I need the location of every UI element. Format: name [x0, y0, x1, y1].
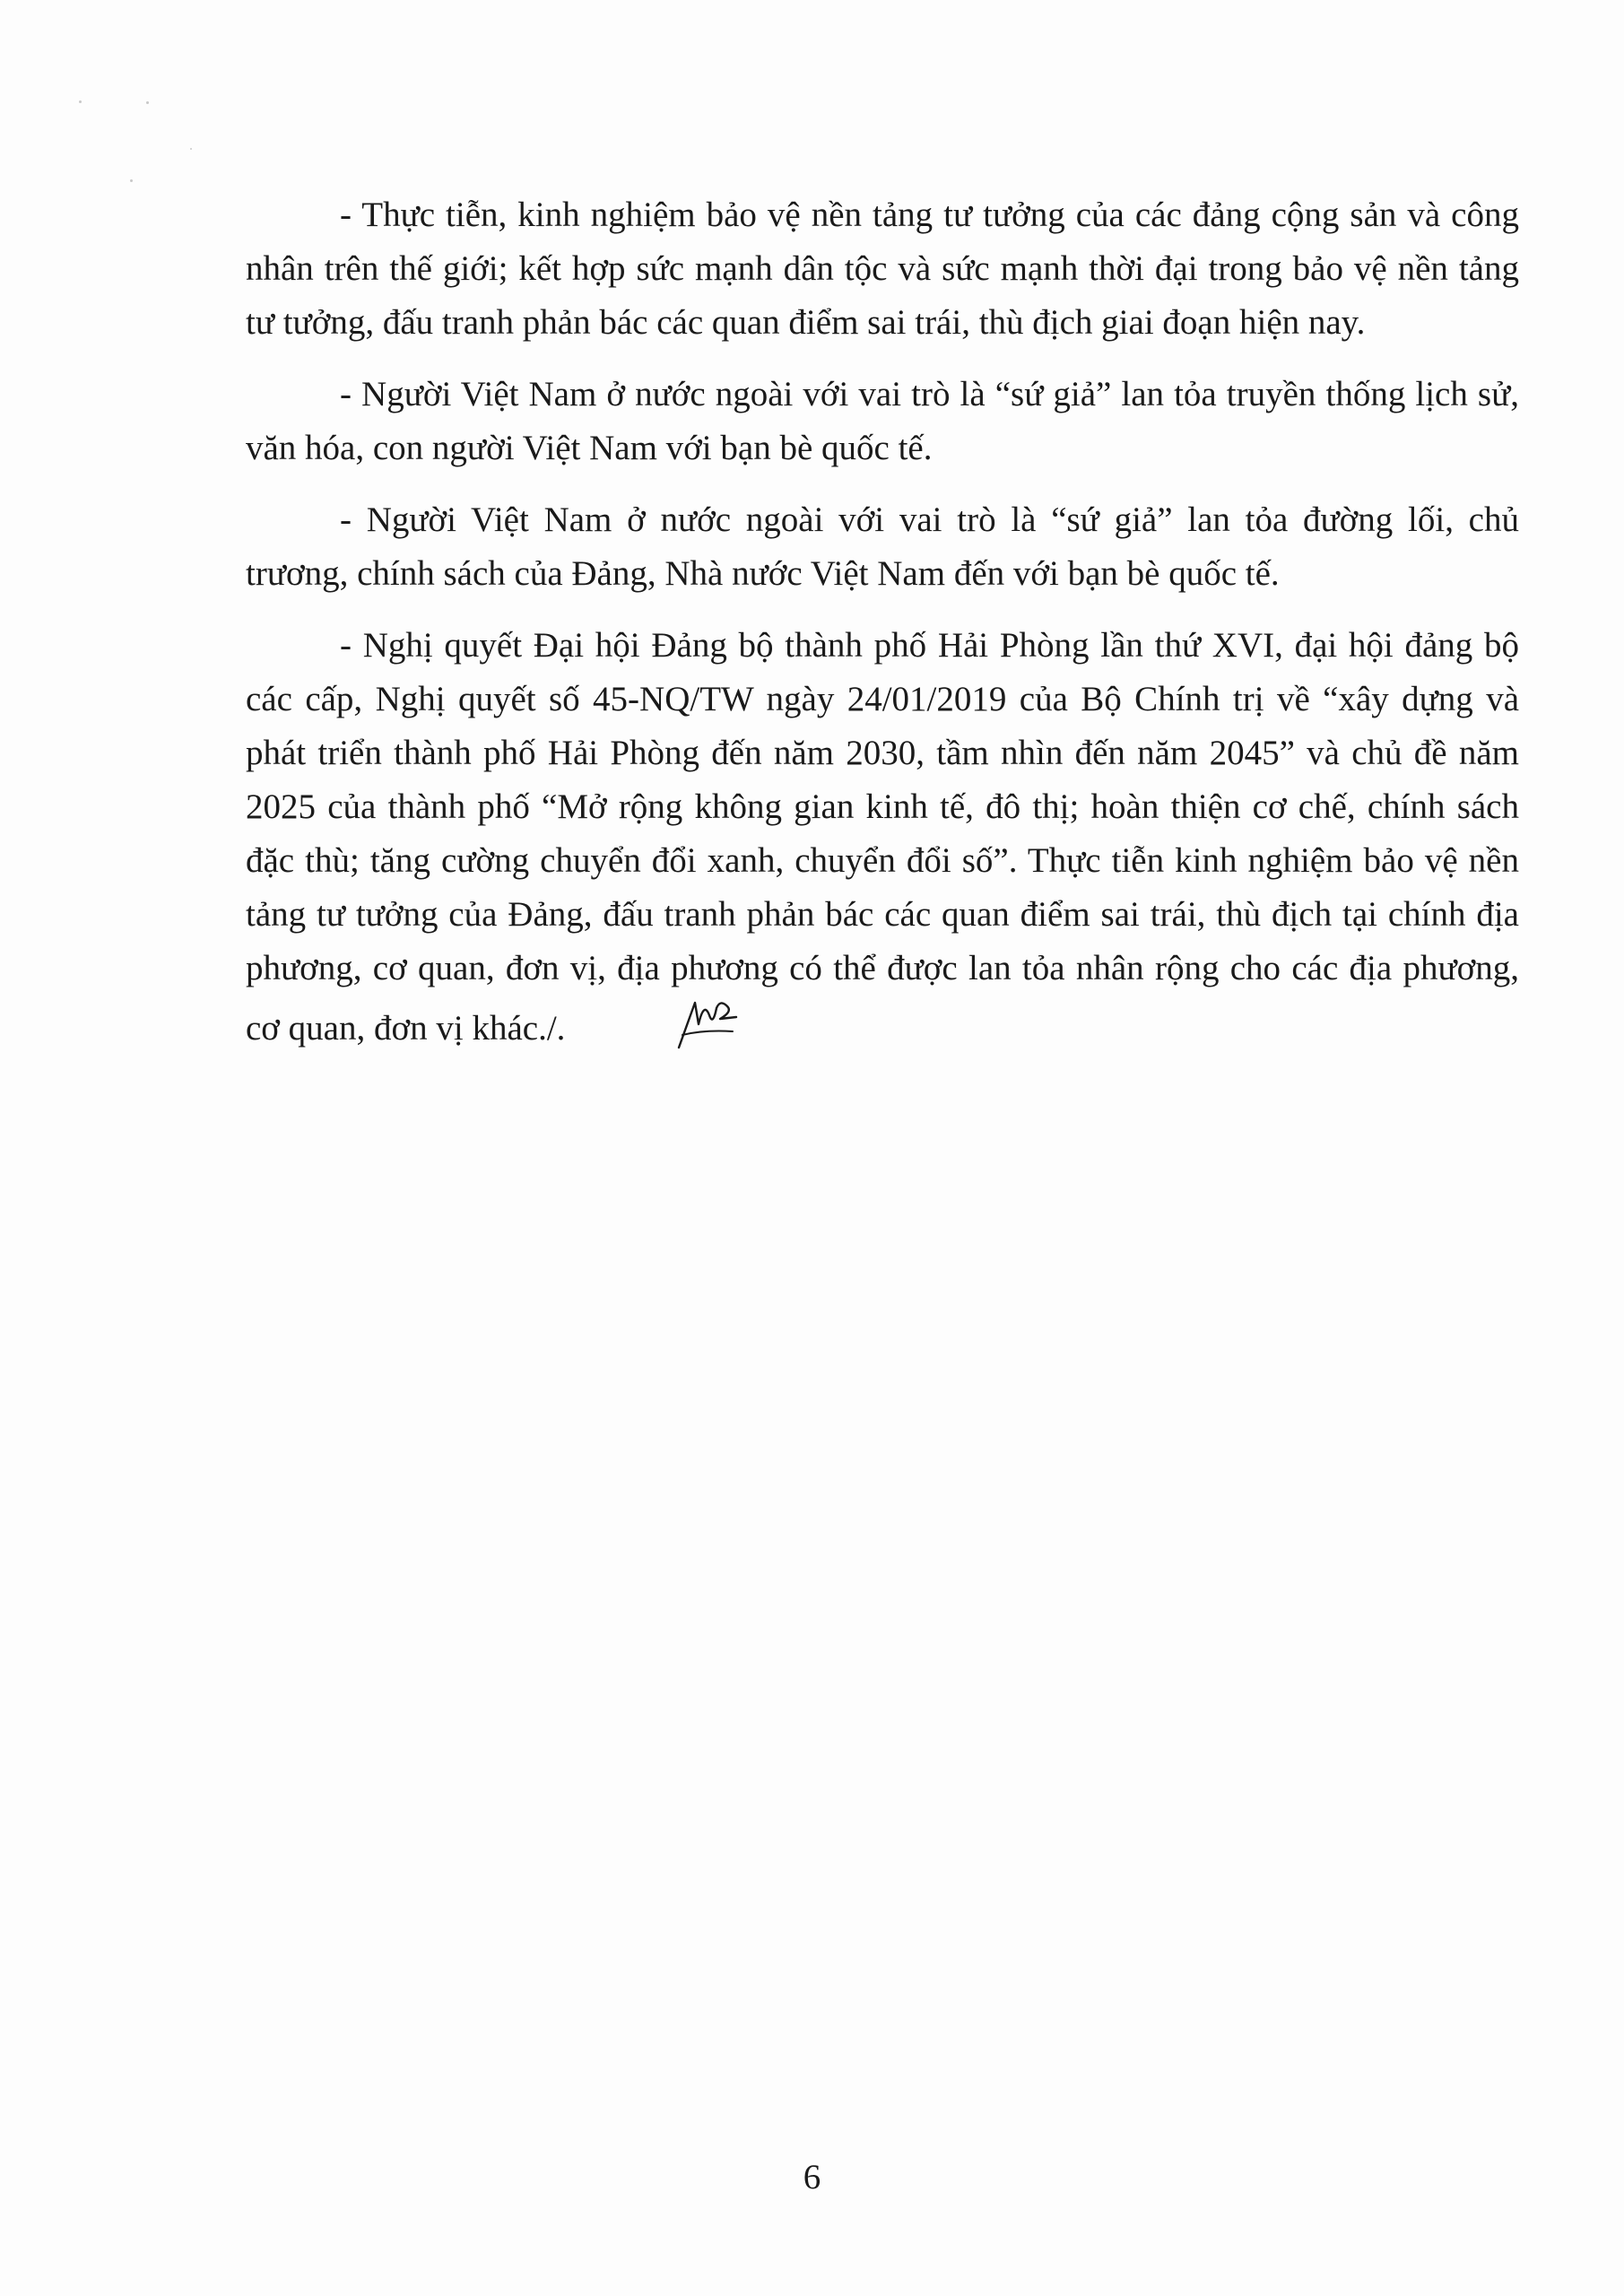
paragraph-4-text: - Nghị quyết Đại hội Đảng bộ thành phố Hải Phòng lần thứ XVI, đại hội đảng bộ các cấp, Nghị quyết số 45-NQ/TW ngày 24/01/2019 của Bộ Chính trị về “xây dựng và phát triển thành phố Hải Phòng đến năm 2030, tầm nhìn đến năm 2045” và chủ đề năm 2025 của thành phố “Mở rộng không gian kinh tế, đô thị; hoàn thiện cơ chế, chính sách đặc thù; tăng cường chuyển đổi xanh, chuyển đổi số”. Thực tiễn kinh nghiệm bảo vệ nền tảng tư tưởng của Đảng, đấu tranh phản bác các quan điểm sai trái, thù địch tại chính địa phương, cơ quan, đơn vị, địa phương có thể được lan tỏa nhân rộng cho các địa phương, cơ quan, đơn vị khác./. [246, 626, 1519, 1048]
document-body [246, 188, 1519, 1085]
page-number: 6 [803, 2158, 821, 2196]
scan-speck [146, 101, 149, 104]
paragraph-3: - Người Việt Nam ở nước ngoài với vai trò là “sứ giả” lan tỏa đường lối, chủ trương, chính sách của Đảng, Nhà nước Việt Nam đến với bạn bè quốc tế. [246, 500, 1519, 593]
scan-speck [130, 179, 133, 182]
scan-speck [190, 148, 192, 150]
scan-speck [79, 100, 82, 103]
handwritten-initial-signature [574, 996, 740, 1067]
paragraph-1: - Thực tiễn, kinh nghiệm bảo vệ nền tảng tư tưởng của các đảng cộng sản và công nhân trên thế giới; kết hợp sức mạnh dân tộc và sức mạnh thời đại trong bảo vệ nền tảng tư tưởng, đấu tranh phản bác các quan điểm sai trái, thù địch giai đoạn hiện nay. [246, 196, 1519, 342]
paragraph-4 [246, 619, 1519, 1067]
paragraph-2: - Người Việt Nam ở nước ngoài với vai trò là “sứ giả” lan tỏa truyền thống lịch sử, văn hóa, con người Việt Nam với bạn bè quốc tế. [246, 375, 1519, 467]
